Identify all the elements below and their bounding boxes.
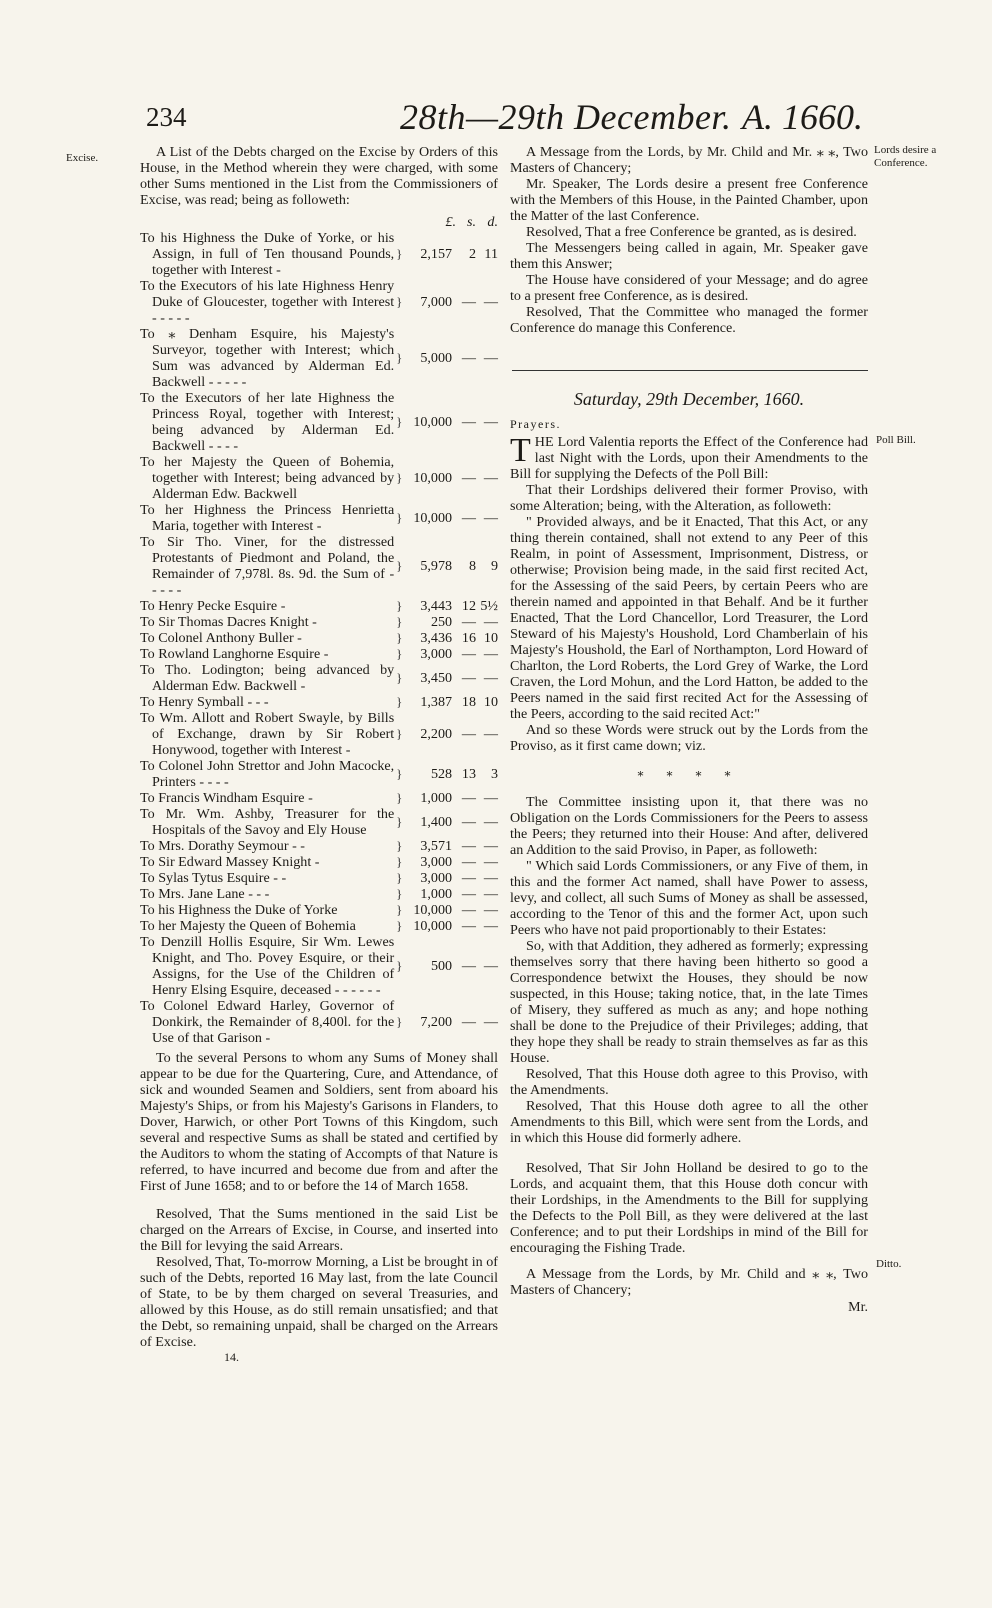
debt-pence: — xyxy=(483,294,498,310)
debt-pence: 9 xyxy=(490,558,498,574)
debt-shillings: — xyxy=(461,614,477,630)
debt-pounds: 5,978 xyxy=(420,558,453,574)
debt-brace: } xyxy=(396,1014,403,1029)
date-heading: Saturday, 29th December, 1660. xyxy=(573,389,805,409)
debt-description: To Wm. Allott and Robert Swayle, by Bills of Exchange, drawn by Sir Robert Honywood, together with Interest - xyxy=(140,710,395,758)
debt-shillings: — xyxy=(461,510,477,526)
debt-description: To ⁎ Denham Esquire, his Majesty's Surveyor, together with Interest; which Sum was advanced by Alderman Ed. Backwell - - - - - xyxy=(140,326,395,390)
debt-pounds: 3,450 xyxy=(420,670,453,686)
right-column-main xyxy=(510,388,868,1316)
drop-cap: T xyxy=(510,432,531,469)
debt-pounds: 528 xyxy=(430,766,453,782)
valentia-report xyxy=(510,434,868,482)
debt-brace: } xyxy=(396,918,403,933)
debt-pounds: 10,000 xyxy=(413,414,453,430)
lordships-proviso: That their Lordships delivered their former Proviso, with some Alteration; being, with the Alteration, as followeth: xyxy=(510,482,868,514)
debt-pence: — xyxy=(483,670,498,686)
debt-description: To Colonel Edward Harley, Governor of Donkirk, the Remainder of 8,400l. for the Use of that Garison - xyxy=(140,998,395,1046)
debt-shillings: — xyxy=(461,294,477,310)
debt-pence: — xyxy=(483,614,498,630)
debt-pounds: 500 xyxy=(430,958,453,974)
debt-shillings: — xyxy=(461,886,477,902)
debt-pounds: 3,436 xyxy=(420,630,453,646)
prayers-heading: Prayers. xyxy=(510,417,561,431)
debts-closing: To the several Persons to whom any Sums of Money shall appear to be due for the Quartering, Cure, and Attendance, of sick and wounded Seamen and Soldiers, sent from aboard his Majesty's Ships, or from his Majesty's Garisons in Flanders, to Dover, Harwich, or other Port Towns of this Kingdom, such several and respective Sums as shall be stated and certified by the Auditors to whom the stating of Accompts of that Nature is referred, to have incurred and become due from and after the First of June 1658; and to or before the 14 of March 1658. xyxy=(140,1050,498,1194)
debt-row xyxy=(140,662,498,694)
debt-shillings: — xyxy=(461,902,477,918)
debt-brace: } xyxy=(396,766,403,781)
debt-shillings: — xyxy=(461,646,477,662)
debt-pounds: 5,000 xyxy=(420,350,453,366)
debt-pounds: 7,000 xyxy=(420,294,453,310)
debt-brace: } xyxy=(396,598,403,613)
debt-brace: } xyxy=(396,958,403,973)
margin-note-ditto: Ditto. xyxy=(876,1258,902,1270)
section-divider xyxy=(512,370,868,371)
omission-stars: ⁎ ⁎ ⁎ ⁎ xyxy=(637,765,741,779)
debt-pence: — xyxy=(483,414,498,430)
debt-row xyxy=(140,790,498,806)
debt-shillings: 8 xyxy=(468,558,477,574)
debt-row xyxy=(140,390,498,454)
debt-pounds: 7,200 xyxy=(420,1014,453,1030)
debt-description: To Denzill Hollis Esquire, Sir Wm. Lewes Knight, and Tho. Povey Esquire, or their Assigns, for the Use of the Children of Henry Elsing Esquire, deceased - - - - - - xyxy=(140,934,395,998)
page-title: 28th—29th December. xyxy=(400,97,732,137)
debt-pounds: 3,000 xyxy=(420,854,453,870)
debt-brace: } xyxy=(396,246,403,261)
debt-description: To Sir Tho. Viner, for the distressed Protestants of Piedmont and Poland, the Remainder of 7,978l. 8s. 9d. the Sum of - - - - - xyxy=(140,534,395,598)
debt-pence: 10 xyxy=(483,630,498,646)
debt-pounds: 1,400 xyxy=(420,814,453,830)
messengers-called: The Messengers being called in again, Mr. Speaker gave them this Answer; xyxy=(510,240,868,272)
debt-description: To Tho. Lodington; being advanced by Alderman Edw. Backwell - xyxy=(140,662,395,694)
debt-pounds: 2,157 xyxy=(420,246,453,262)
margin-note-excise: Excise. xyxy=(66,152,99,164)
debt-shillings: — xyxy=(461,470,477,486)
debt-shillings: 2 xyxy=(468,246,477,262)
debt-pounds: 1,000 xyxy=(420,790,453,806)
page-number: 234 xyxy=(146,102,187,132)
debt-pence: — xyxy=(483,838,498,854)
debt-row xyxy=(140,230,498,278)
debt-row xyxy=(140,614,498,630)
debt-description: To the Executors of her late Highness the Princess Royal, together with Interest; being advanced by Alderman Ed. Backwell - - - - xyxy=(140,390,395,454)
header-pence: d. xyxy=(487,214,498,230)
debt-row xyxy=(140,278,498,326)
right-column-top xyxy=(510,144,868,336)
debt-description: To Francis Windham Esquire - xyxy=(140,790,313,806)
debt-shillings: — xyxy=(461,918,477,934)
debt-pence: 3 xyxy=(490,766,498,782)
resolved-committee-manage: Resolved, That the Committee who managed the former Conference do manage this Conference. xyxy=(510,304,868,336)
house-answer: The House have considered of your Message; and do agree to a present free Conference, as is desired. xyxy=(510,272,868,304)
debt-description: To her Majesty the Queen of Bohemia, together with Interest; being advanced by Alderman Edw. Backwell xyxy=(140,454,395,502)
debt-description: To Sir Edward Massey Knight - xyxy=(140,854,320,870)
debt-pence: — xyxy=(483,646,498,662)
debt-row xyxy=(140,694,498,710)
debt-pence: 5½ xyxy=(480,598,498,614)
debt-brace: } xyxy=(396,470,403,485)
debt-shillings: 18 xyxy=(461,694,477,710)
debt-description: To Mrs. Dorathy Seymour - - xyxy=(140,838,305,854)
debt-row xyxy=(140,886,498,902)
debt-row xyxy=(140,710,498,758)
debt-description: To Colonel Anthony Buller - xyxy=(140,630,302,646)
debts-header-row xyxy=(140,214,498,230)
second-message-from-lords: A Message from the Lords, by Mr. Child and ⁎ ⁎, Two Masters of Chancery; xyxy=(510,1266,868,1298)
debt-brace: } xyxy=(396,294,403,309)
header-shillings: s. xyxy=(467,214,477,230)
debt-pounds: 3,000 xyxy=(420,870,453,886)
debt-pounds: 1,387 xyxy=(420,694,453,710)
debt-description: To Sylas Tytus Esquire - - xyxy=(140,870,287,886)
debt-shillings: — xyxy=(461,854,477,870)
debt-brace: } xyxy=(396,558,403,573)
debt-description: To Mr. Wm. Ashby, Treasurer for the Hospitals of the Savoy and Ely House xyxy=(140,806,395,838)
debt-shillings: — xyxy=(461,726,477,742)
debt-brace: } xyxy=(396,902,403,917)
debt-pence: — xyxy=(483,510,498,526)
debt-brace: } xyxy=(396,838,403,853)
debt-row xyxy=(140,758,498,790)
debt-pounds: 2,200 xyxy=(420,726,453,742)
debt-row xyxy=(140,502,498,534)
debt-shillings: — xyxy=(461,790,477,806)
debt-description: To her Majesty the Queen of Bohemia xyxy=(140,918,356,934)
debt-pence: — xyxy=(483,902,498,918)
debt-brace: } xyxy=(396,646,403,661)
debt-description: To Rowland Langhorne Esquire - xyxy=(140,646,329,662)
debt-description: To Colonel John Strettor and John Macocke, Printers - - - - xyxy=(140,758,395,790)
committee-insisting: The Committee insisting upon it, that there was no Obligation on the Lords Commissioners for the Peers to assess the Peers; they returned into their House: And after, delivered an Addition to the said Proviso, in Paper, as followeth: xyxy=(510,794,868,858)
debt-row xyxy=(140,646,498,662)
header-pounds: £. xyxy=(445,214,457,230)
debt-shillings: 12 xyxy=(461,598,477,614)
debt-row xyxy=(140,934,498,998)
debt-description: To his Highness the Duke of Yorke, or his Assign, in full of Ten thousand Pounds, together with Interest - xyxy=(140,230,395,278)
debt-description: To his Highness the Duke of Yorke xyxy=(140,902,338,918)
debt-pence: — xyxy=(483,726,498,742)
debt-shillings: — xyxy=(461,958,477,974)
debt-brace: } xyxy=(396,694,403,709)
debt-shillings: — xyxy=(461,414,477,430)
debt-brace: } xyxy=(396,670,403,685)
debt-shillings: — xyxy=(461,838,477,854)
catchword: Mr. xyxy=(848,1300,868,1315)
debt-row xyxy=(140,870,498,886)
debt-pounds: 250 xyxy=(430,614,453,630)
signature-mark: 14. xyxy=(224,1350,239,1364)
debt-row xyxy=(140,534,498,598)
debt-pence: — xyxy=(483,814,498,830)
words-struck-out: And so these Words were struck out by the Lords from the Proviso, as it first came down; viz. xyxy=(510,722,868,754)
debt-pounds: 10,000 xyxy=(413,470,453,486)
message-from-lords: A Message from the Lords, by Mr. Child and Mr. ⁎ ⁎, Two Masters of Chancery; xyxy=(510,144,868,176)
debt-brace: } xyxy=(396,870,403,885)
debt-pence: — xyxy=(483,470,498,486)
debt-pounds: 3,571 xyxy=(420,838,453,854)
resolved-sir-john-holland: Resolved, That Sir John Holland be desired to go to the Lords, and acquaint them, that this House doth concur with their Lordships, in the Amendments to the Bill for supplying the Defects to the Poll Bill, as they were delivered at the last Conference; and to put their Lordships in mind of the Bill for encouraging the Fishing Trade. xyxy=(510,1160,868,1256)
debt-row xyxy=(140,902,498,918)
debt-description: To Henry Symball - - - xyxy=(140,694,269,710)
debt-row xyxy=(140,630,498,646)
debt-row xyxy=(140,598,498,614)
debt-pounds: 3,000 xyxy=(420,646,453,662)
debt-brace: } xyxy=(396,414,403,429)
debt-pence: — xyxy=(483,870,498,886)
left-column xyxy=(140,144,498,1364)
debt-pounds: 1,000 xyxy=(420,886,453,902)
debt-pence: — xyxy=(483,350,498,366)
debt-row xyxy=(140,838,498,854)
debt-brace: } xyxy=(396,350,403,365)
resolved-agree-amendments: Resolved, That this House doth agree to all the other Amendments to this Bill, which were sent from the Lords, and in which this House did formerly adhere. xyxy=(510,1098,868,1146)
debt-pounds: 10,000 xyxy=(413,902,453,918)
debt-shillings: 16 xyxy=(461,630,477,646)
resolved-list-debts: Resolved, That, To-morrow Morning, a List be brought in of such of the Debts, reported 16 May last, from the late Council of State, to be by them charged on several Treasuries, and allowed by this House, as do still remain unsatisfied; and that the Debt, so remaining unpaid, shall be charged on the Arrears of Excise. xyxy=(140,1254,498,1350)
debt-pence: — xyxy=(483,958,498,974)
debt-description: To Sir Thomas Dacres Knight - xyxy=(140,614,317,630)
debt-shillings: — xyxy=(461,814,477,830)
debt-description: To Henry Pecke Esquire - xyxy=(140,598,286,614)
debt-brace: } xyxy=(396,854,403,869)
debt-brace: } xyxy=(396,510,403,525)
debts-intro: A List of the Debts charged on the Excise by Orders of this House, in the Method wherein they were charged, with some other Sums mentioned in the List from the Commissioners of Excise, was read; being as followeth: xyxy=(140,144,498,208)
speaker-message: Mr. Speaker, The Lords desire a present free Conference with the Members of this House, in the Painted Chamber, upon the Matter of the last Conference. xyxy=(510,176,868,224)
resolved-charged-excise: Resolved, That the Sums mentioned in the said List be charged on the Arrears of Excise, in Course, and inserted into the Bill for levying the said Arrears. xyxy=(140,1206,498,1254)
debt-description: To the Executors of his late Highness Henry Duke of Gloucester, together with Interest - - - - - xyxy=(140,278,395,326)
valentia-report-text: HE Lord Valentia reports the Effect of the Conference had last Night with the Lords, upon their Amendments to the Bill for supplying the Defects of the Poll Bill: xyxy=(510,434,868,482)
debts-table xyxy=(140,214,498,1046)
debt-row xyxy=(140,806,498,838)
margin-note-poll-bill: Poll Bill. xyxy=(876,434,916,446)
debt-pounds: 10,000 xyxy=(413,510,453,526)
debt-pounds: 3,443 xyxy=(420,598,453,614)
debt-description: To Mrs. Jane Lane - - - xyxy=(140,886,270,902)
resolved-free-conference: Resolved, That a free Conference be granted, as is desired. xyxy=(526,224,857,240)
page-year: A. 1660. xyxy=(742,97,863,137)
debt-row xyxy=(140,454,498,502)
debt-description: To her Highness the Princess Henrietta Maria, together with Interest - xyxy=(140,502,395,534)
debt-row xyxy=(140,326,498,390)
debt-pence: 11 xyxy=(484,246,498,262)
debt-brace: } xyxy=(396,790,403,805)
debt-brace: } xyxy=(396,614,403,629)
margin-note-lords-conference: Lords desire a Conference. xyxy=(874,144,937,169)
debt-brace: } xyxy=(396,726,403,741)
debt-shillings: — xyxy=(461,1014,477,1030)
debt-shillings: 13 xyxy=(461,766,477,782)
debt-shillings: — xyxy=(461,670,477,686)
adhered-formerly: So, with that Addition, they adhered as formerly; expressing themselves sorry that there having been hitherto so good a Correspondence betwixt the Houses, they should be now suspected, in this House; taking notice, that, in the late Times of Misery, they suffered as much as any; and hope nothing shall be done to the Prejudice of their Privileges; adding, that they hope they shall be ready to strain themselves as far as this House. xyxy=(510,938,868,1066)
debt-pounds: 10,000 xyxy=(413,918,453,934)
debt-brace: } xyxy=(396,630,403,645)
addition-text: " Which said Lords Commissioners, or any Five of them, in this and the former Act named, shall have Power to assess, levy, and collect, all such Sums of Money as shall be assessed, according to the Tenor of this and the former Act, upon such Peers who have not paid proportionably to their Estates: xyxy=(510,858,868,938)
debt-row xyxy=(140,998,498,1046)
debt-shillings: — xyxy=(461,870,477,886)
debt-pence: 10 xyxy=(483,694,498,710)
debt-pence: — xyxy=(483,918,498,934)
debt-brace: } xyxy=(396,814,403,829)
debt-row xyxy=(140,918,498,934)
debt-row xyxy=(140,854,498,870)
debt-shillings: — xyxy=(461,350,477,366)
debt-pence: — xyxy=(483,886,498,902)
debt-pence: — xyxy=(483,854,498,870)
debt-pence: — xyxy=(483,790,498,806)
debt-pence: — xyxy=(483,1014,498,1030)
proviso-text: " Provided always, and be it Enacted, That this Act, or any thing therein contained, shall not extend to any Peer of this Realm, in point of Assessment, Imprisonment, Distress, or otherwise; Provision being made, in the said first recited Act, for the Assessing of the said Peers, by certain Peers who are therein named and appointed in that Behalf. And be it further Enacted, That the Lord Chancellor, Lord Treasurer, the Lord Steward of his Majesty's Houshold, Lord Chamberlain of his Majesty's Houshold, the Earl of Northampton, Lord Howard of Charlton, the Lord Roberts, the Lord Grey of Warke, the Lord Craven, the Lord Mohun, and the Lord Hatton, be added to the Peers named in the said first recited Act for the Assessing of the Peers, according to the said recited Act:" xyxy=(510,514,868,722)
resolved-agree-proviso: Resolved, That this House doth agree to this Proviso, with the Amendments. xyxy=(510,1066,868,1098)
debt-brace: } xyxy=(396,886,403,901)
